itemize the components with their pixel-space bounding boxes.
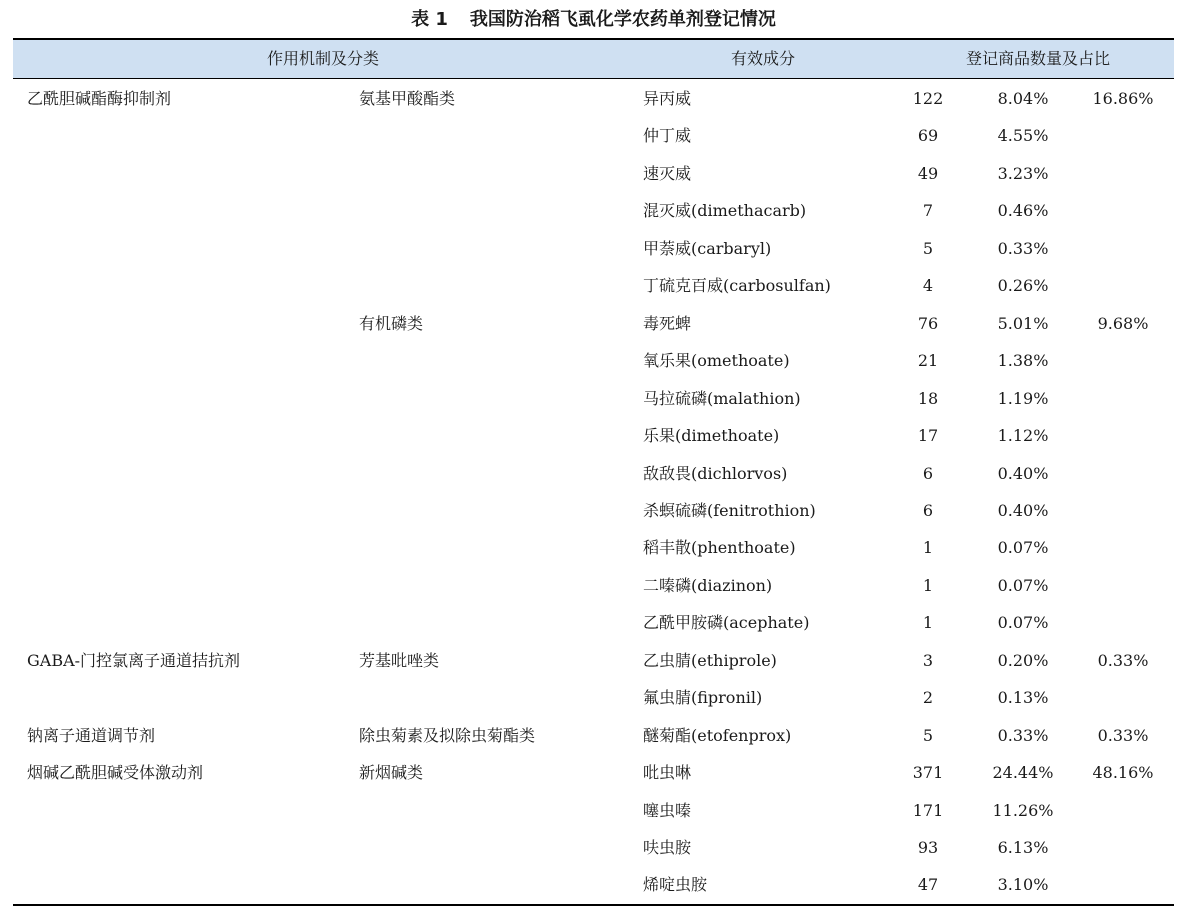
ingredient-cell: 乐果(dimethoate) (643, 426, 780, 446)
table-header (13, 40, 1174, 78)
percent-cell: 5.01% (997, 313, 1049, 333)
ingredient-cell: 氟虫腈(fipronil) (643, 688, 763, 708)
count-cell: 76 (917, 313, 939, 333)
count-cell: 47 (917, 875, 939, 895)
table-row (13, 754, 1174, 792)
table-row (13, 717, 1174, 755)
count-cell: 5 (922, 725, 934, 745)
bottom-rule (13, 904, 1174, 906)
table-row (13, 342, 1174, 380)
count-cell: 93 (917, 838, 939, 857)
class-cell: 除虫菊素及拟除虫菊酯类 (359, 725, 536, 745)
percent-cell: 0.46% (997, 201, 1049, 221)
percent-cell: 3.23% (997, 163, 1049, 183)
percent-cell: 11.26% (992, 800, 1054, 820)
table-row (13, 529, 1174, 567)
count-cell: 1 (922, 575, 934, 595)
ingredient-cell: 异丙威 (643, 89, 692, 108)
count-cell: 7 (922, 201, 934, 221)
percent-cell: 0.13% (997, 688, 1049, 708)
header-ingredient: 有效成分 (730, 49, 795, 68)
header-rule (13, 78, 1174, 79)
ingredient-cell: 醚菊酯(etofenprox) (643, 725, 792, 745)
ingredient-cell: 乙酰甲胺磷(acephate) (643, 613, 810, 633)
class-cell: 芳基吡唑类 (359, 650, 440, 670)
table-row (13, 829, 1174, 867)
percent-cell: 24.44% (992, 763, 1054, 783)
ingredient-cell: 氧乐果(omethoate) (643, 351, 790, 371)
table-number: 表 1 (411, 9, 448, 30)
ingredient-cell: 二嗪磷(diazinon) (643, 575, 773, 595)
header-mechanism: 作用机制及分类 (266, 49, 379, 68)
count-cell: 6 (922, 463, 934, 483)
ingredient-cell: 稻丰散(phenthoate) (643, 538, 796, 558)
count-cell: 1 (922, 538, 934, 558)
percent-cell: 0.07% (997, 538, 1049, 558)
ingredient-cell: 呋虫胺 (643, 838, 692, 857)
percent-cell: 0.20% (997, 650, 1049, 670)
table-row (13, 679, 1174, 717)
total-cell: 0.33% (1097, 650, 1149, 670)
count-cell: 49 (917, 163, 939, 183)
mechanism-cell: 烟碱乙酰胆碱受体激动剂 (27, 763, 204, 783)
table-row (13, 155, 1174, 193)
table-title (0, 6, 1187, 34)
table-row (13, 305, 1174, 343)
count-cell: 3 (922, 650, 934, 670)
ingredient-cell: 混灭威(dimethacarb) (643, 201, 807, 221)
count-cell: 17 (917, 426, 939, 446)
count-cell: 2 (922, 688, 934, 708)
header-registration: 登记商品数量及占比 (965, 49, 1110, 68)
count-cell: 171 (912, 800, 944, 820)
percent-cell: 0.33% (997, 238, 1049, 258)
table-row (13, 866, 1174, 904)
total-cell: 16.86% (1092, 89, 1154, 108)
table-row (13, 80, 1174, 118)
percent-cell: 1.38% (997, 351, 1049, 371)
ingredient-cell: 甲萘威(carbaryl) (643, 238, 772, 258)
table-row (13, 604, 1174, 642)
ingredient-cell: 速灭威 (643, 163, 692, 183)
class-cell: 新烟碱类 (359, 763, 424, 783)
mechanism-cell: GABA-门控氯离子通道拮抗剂 (27, 650, 241, 670)
count-cell: 1 (922, 613, 934, 633)
total-cell: 48.16% (1092, 763, 1154, 783)
table-row (13, 567, 1174, 605)
total-cell: 0.33% (1097, 725, 1149, 745)
percent-cell: 3.10% (997, 875, 1049, 895)
table-row (13, 230, 1174, 268)
table-row (13, 192, 1174, 230)
percent-cell: 1.12% (997, 426, 1049, 446)
class-cell: 有机磷类 (359, 313, 424, 333)
table-row (13, 492, 1174, 530)
table-row (13, 417, 1174, 455)
percent-cell: 0.26% (997, 276, 1049, 296)
count-cell: 69 (917, 126, 939, 146)
percent-cell: 0.07% (997, 613, 1049, 633)
percent-cell: 0.40% (997, 463, 1049, 483)
table-row (13, 380, 1174, 418)
total-cell: 9.68% (1097, 313, 1149, 333)
count-cell: 371 (912, 763, 944, 783)
count-cell: 21 (917, 351, 939, 371)
count-cell: 4 (922, 276, 934, 296)
table-row (13, 455, 1174, 493)
ingredient-cell: 杀螟硫磷(fenitrothion) (643, 500, 816, 520)
percent-cell: 0.33% (997, 725, 1049, 745)
class-cell: 氨基甲酸酯类 (359, 89, 456, 108)
count-cell: 18 (917, 388, 939, 408)
table-row (13, 792, 1174, 830)
ingredient-cell: 噻虫嗪 (643, 800, 692, 820)
percent-cell: 0.07% (997, 575, 1049, 595)
table-title-text: 我国防治稻飞虱化学农药单剂登记情况 (469, 9, 776, 30)
table-row (13, 642, 1174, 680)
count-cell: 122 (912, 89, 944, 108)
count-cell: 5 (922, 238, 934, 258)
table-row (13, 267, 1174, 305)
ingredient-cell: 敌敌畏(dichlorvos) (643, 463, 788, 483)
table-row (13, 117, 1174, 155)
percent-cell: 1.19% (997, 388, 1049, 408)
ingredient-cell: 丁硫克百威(carbosulfan) (643, 276, 831, 296)
ingredient-cell: 烯啶虫胺 (643, 875, 708, 895)
ingredient-cell: 仲丁威 (643, 126, 692, 146)
ingredient-cell: 乙虫腈(ethiprole) (643, 650, 777, 670)
count-cell: 6 (922, 500, 934, 520)
percent-cell: 6.13% (997, 838, 1049, 857)
ingredient-cell: 马拉硫磷(malathion) (643, 388, 801, 408)
percent-cell: 0.40% (997, 500, 1049, 520)
mechanism-cell: 钠离子通道调节剂 (27, 725, 156, 745)
percent-cell: 4.55% (997, 126, 1049, 146)
ingredient-cell: 毒死蜱 (643, 313, 692, 333)
mechanism-cell: 乙酰胆碱酯酶抑制剂 (27, 89, 172, 108)
ingredient-cell: 吡虫啉 (643, 763, 692, 783)
percent-cell: 8.04% (997, 89, 1049, 108)
